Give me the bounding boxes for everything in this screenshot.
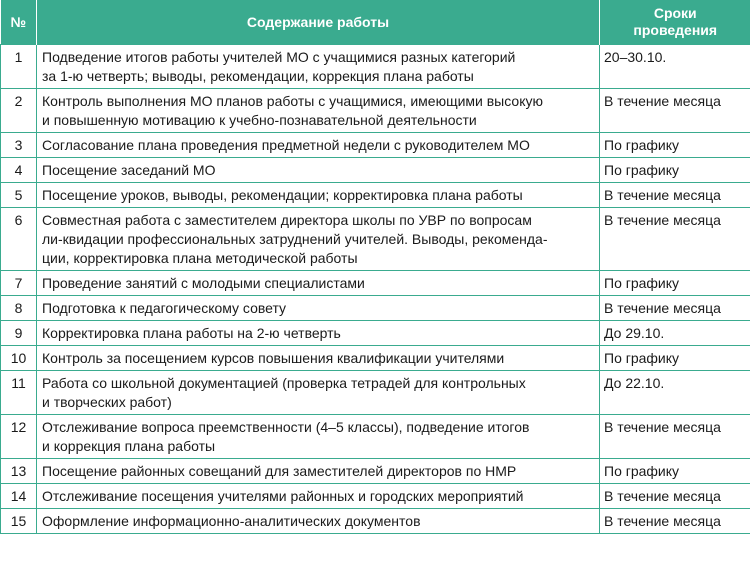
row-work: Совместная работа с заместителем директора школы по УВР по вопросам ли-квидации профессиональных затруднений учителей. Выводы, рекоменда- ции, корректировка плана методической работы: [37, 208, 600, 271]
row-work: Отслеживание посещения учителями районных и городских мероприятий: [37, 484, 600, 509]
table-row: [1, 208, 750, 271]
row-work: Подготовка к педагогическому совету: [37, 296, 600, 321]
row-work: Подведение итогов работы учителей МО с учащимися разных категорий за 1-ю четверть; выводы, рекомендации, коррекция плана работы: [37, 45, 600, 89]
table-row: [1, 459, 750, 484]
row-number: 15: [1, 509, 37, 534]
row-term: По графику: [600, 158, 750, 183]
row-term: До 29.10.: [600, 321, 750, 346]
header-term: Сроки проведения: [600, 0, 750, 45]
row-term: По графику: [600, 459, 750, 484]
row-work: Посещение районных совещаний для заместителей директоров по НМР: [37, 459, 600, 484]
row-work: Контроль выполнения МО планов работы с учащимися, имеющими высокую и повышенную мотивацию к учебно-познавательной деятельности: [37, 89, 600, 133]
row-term: По графику: [600, 271, 750, 296]
row-work: Согласование плана проведения предметной недели с руководителем МО: [37, 133, 600, 158]
row-term: В течение месяца: [600, 89, 750, 133]
row-number: 11: [1, 371, 37, 415]
table-row: [1, 346, 750, 371]
table-row: [1, 509, 750, 534]
table-row: [1, 89, 750, 133]
table-row: [1, 271, 750, 296]
table-row: [1, 158, 750, 183]
row-term: В течение месяца: [600, 183, 750, 208]
table-header: [1, 0, 750, 45]
row-number: 12: [1, 415, 37, 459]
row-number: 3: [1, 133, 37, 158]
table-row: [1, 371, 750, 415]
header-work: Содержание работы: [37, 0, 600, 45]
row-work: Работа со школьной документацией (проверка тетрадей для контрольных и творческих работ): [37, 371, 600, 415]
row-work: Посещение заседаний МО: [37, 158, 600, 183]
row-term: 20–30.10.: [600, 45, 750, 89]
table-body: [1, 45, 750, 534]
row-number: 2: [1, 89, 37, 133]
row-number: 7: [1, 271, 37, 296]
row-number: 10: [1, 346, 37, 371]
row-term: По графику: [600, 133, 750, 158]
row-number: 14: [1, 484, 37, 509]
row-term: До 22.10.: [600, 371, 750, 415]
row-work: Оформление информационно-аналитических документов: [37, 509, 600, 534]
table-row: [1, 321, 750, 346]
row-term: В течение месяца: [600, 484, 750, 509]
row-work: Отслеживание вопроса преемственности (4–5 классы), подведение итогов и коррекция плана работы: [37, 415, 600, 459]
table-row: [1, 45, 750, 89]
table-row: [1, 296, 750, 321]
row-term: В течение месяца: [600, 509, 750, 534]
table-row: [1, 415, 750, 459]
table-row: [1, 183, 750, 208]
table-row: [1, 484, 750, 509]
row-work: Посещение уроков, выводы, рекомендации; корректировка плана работы: [37, 183, 600, 208]
row-number: 1: [1, 45, 37, 89]
row-number: 6: [1, 208, 37, 271]
row-term: В течение месяца: [600, 296, 750, 321]
header-num: №: [1, 0, 37, 45]
row-number: 9: [1, 321, 37, 346]
row-work: Корректировка плана работы на 2-ю четверть: [37, 321, 600, 346]
row-term: По графику: [600, 346, 750, 371]
table-row: [1, 133, 750, 158]
row-number: 8: [1, 296, 37, 321]
row-work: Контроль за посещением курсов повышения квалификации учителями: [37, 346, 600, 371]
header-row: [1, 0, 750, 45]
row-number: 13: [1, 459, 37, 484]
row-work: Проведение занятий с молодыми специалистами: [37, 271, 600, 296]
row-number: 4: [1, 158, 37, 183]
row-number: 5: [1, 183, 37, 208]
row-term: В течение месяца: [600, 415, 750, 459]
row-term: В течение месяца: [600, 208, 750, 271]
